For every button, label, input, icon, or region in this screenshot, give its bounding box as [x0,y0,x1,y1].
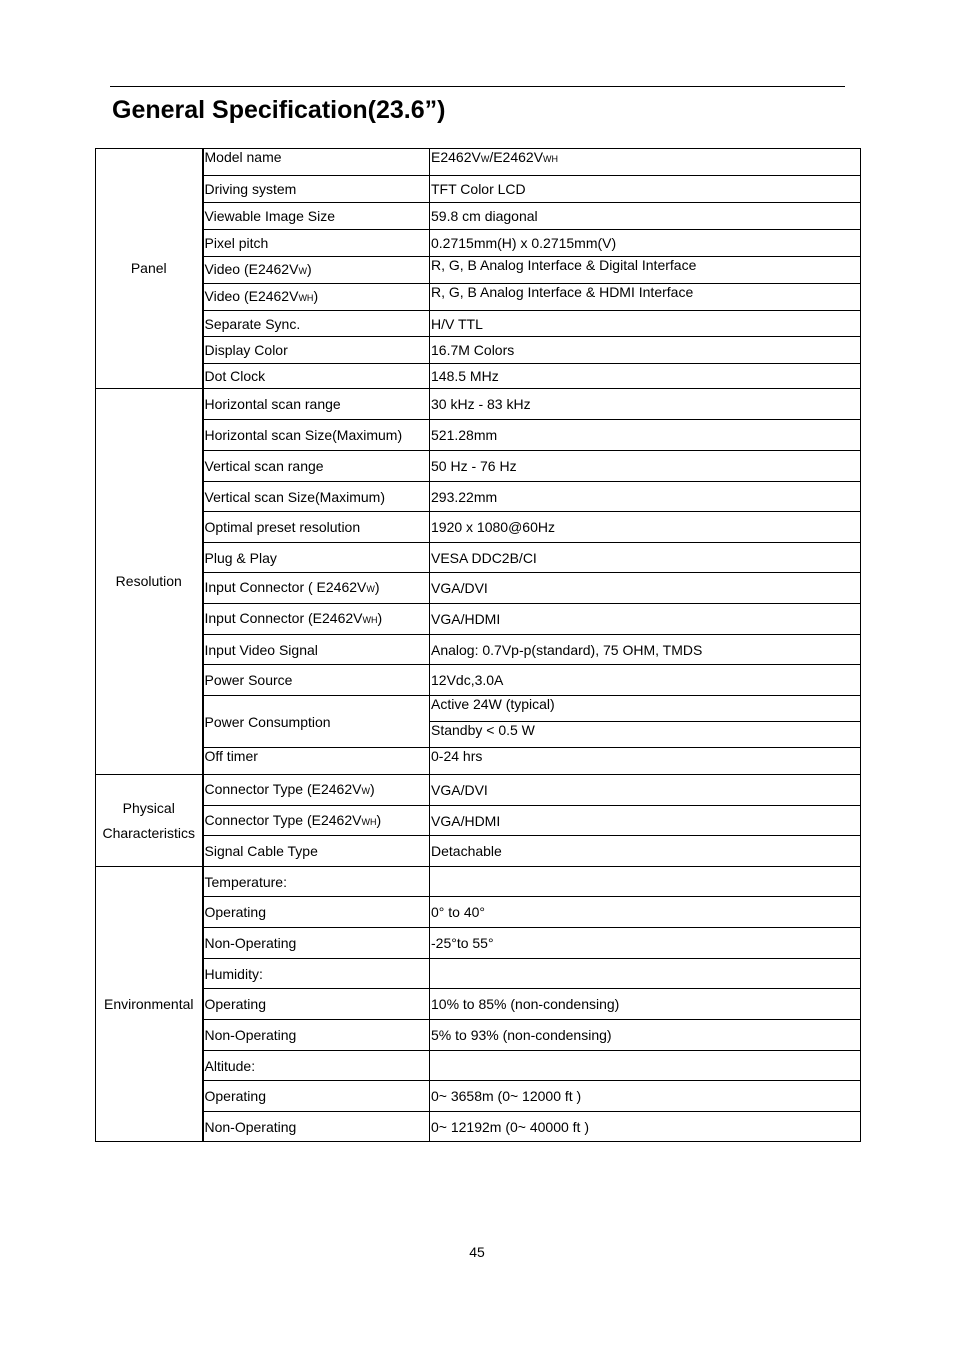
spec-label: Connector Type (E2462VW) [203,775,430,806]
spec-label: Humidity: [203,959,430,989]
spec-value: TFT Color LCD [430,176,861,203]
page-title: General Specification(23.6”) [112,96,446,124]
spec-label: Pixel pitch [203,230,430,257]
category-physical: Physical Characteristics [96,775,203,867]
spec-label: Operating [203,989,430,1020]
spec-value: Standby < 0.5 W [430,722,861,748]
spec-label: Operating [203,897,430,928]
table-row [96,806,861,836]
category-panel: Panel [96,149,203,389]
spec-value: Analog: 0.7Vp-p(standard), 75 OHM, TMDS [430,635,861,665]
spec-value: 59.8 cm diagonal [430,203,861,230]
spec-label: Power Consumption [203,696,430,748]
spec-table [95,148,861,1142]
spec-label: Connector Type (E2462VWH) [203,806,430,836]
spec-label: Input Connector ( E2462VW) [203,573,430,604]
table-row [96,311,861,337]
spec-value: VGA/HDMI [430,604,861,635]
table-row [96,897,861,928]
table-row [96,665,861,696]
spec-value: 50 Hz - 76 Hz [430,451,861,482]
table-row [96,337,861,364]
spec-value: 10% to 85% (non-condensing) [430,989,861,1020]
table-row [96,364,861,389]
table-row [96,257,861,284]
spec-label: Altitude: [203,1051,430,1081]
table-row [96,230,861,257]
spec-label: Input Connector (E2462VWH) [203,604,430,635]
spec-label: Non-Operating [203,1020,430,1051]
spec-label: Dot Clock [203,364,430,389]
spec-label: Video (E2462VW) [203,257,430,284]
table-row [96,1081,861,1112]
table-row [96,512,861,543]
spec-label: Display Color [203,337,430,364]
spec-value: 0~ 12192m (0~ 40000 ft ) [430,1112,861,1142]
spec-value: 0-24 hrs [430,748,861,775]
table-row [96,573,861,604]
spec-value: 30 kHz - 83 kHz [430,389,861,420]
spec-value: 521.28mm [430,420,861,451]
table-row [96,284,861,311]
spec-value: 5% to 93% (non-condensing) [430,1020,861,1051]
spec-value [430,867,861,897]
spec-value [430,959,861,989]
table-row [96,775,861,806]
spec-value: 0~ 3658m (0~ 12000 ft ) [430,1081,861,1112]
table-row [96,867,861,897]
spec-value: VGA/DVI [430,573,861,604]
spec-label: Viewable Image Size [203,203,430,230]
table-row [96,543,861,573]
category-resolution: Resolution [96,389,203,775]
spec-value: R, G, B Analog Interface & Digital Interface [430,257,861,284]
table-row [96,451,861,482]
spec-label: Power Source [203,665,430,696]
spec-label: Video (E2462VWH) [203,284,430,311]
spec-value: -25°to 55° [430,928,861,959]
spec-value: 12Vdc,3.0A [430,665,861,696]
spec-value: VGA/HDMI [430,806,861,836]
table-row [96,176,861,203]
table-row [96,203,861,230]
page-number: 45 [469,1244,485,1260]
spec-label: Temperature: [203,867,430,897]
spec-label: Optimal preset resolution [203,512,430,543]
spec-value: 16.7M Colors [430,337,861,364]
table-row [96,482,861,512]
spec-value: 1920 x 1080@60Hz [430,512,861,543]
spec-value: E2462VW/E2462VWH [430,149,861,176]
spec-label: Input Video Signal [203,635,430,665]
spec-label: Separate Sync. [203,311,430,337]
spec-label: Plug & Play [203,543,430,573]
spec-label: Non-Operating [203,1112,430,1142]
table-row [96,635,861,665]
spec-value: Active 24W (typical) [430,696,861,722]
spec-value [430,1051,861,1081]
spec-value: VESA DDC2B/CI [430,543,861,573]
table-row [96,836,861,867]
table-row [96,389,861,420]
table-row [96,928,861,959]
table-row [96,149,861,176]
spec-label: Signal Cable Type [203,836,430,867]
spec-value: 0° to 40° [430,897,861,928]
header-rule [110,86,845,87]
table-row [96,1051,861,1081]
table-row [96,989,861,1020]
category-environmental: Environmental [96,867,203,1142]
table-row [96,748,861,775]
spec-label: Non-Operating [203,928,430,959]
spec-label: Vertical scan range [203,451,430,482]
spec-value: VGA/DVI [430,775,861,806]
spec-label: Driving system [203,176,430,203]
spec-value: 0.2715mm(H) x 0.2715mm(V) [430,230,861,257]
spec-label: Vertical scan Size(Maximum) [203,482,430,512]
spec-value: 293.22mm [430,482,861,512]
spec-label: Operating [203,1081,430,1112]
spec-value: 148.5 MHz [430,364,861,389]
spec-label: Horizontal scan range [203,389,430,420]
table-row [96,696,861,722]
spec-value: Detachable [430,836,861,867]
spec-value: H/V TTL [430,311,861,337]
table-row [96,420,861,451]
table-row [96,959,861,989]
spec-label: Off timer [203,748,430,775]
table-row [96,604,861,635]
table-row [96,1112,861,1142]
spec-value: R, G, B Analog Interface & HDMI Interface [430,284,861,311]
table-row [96,1020,861,1051]
spec-label: Model name [203,149,430,176]
spec-label: Horizontal scan Size(Maximum) [203,420,430,451]
